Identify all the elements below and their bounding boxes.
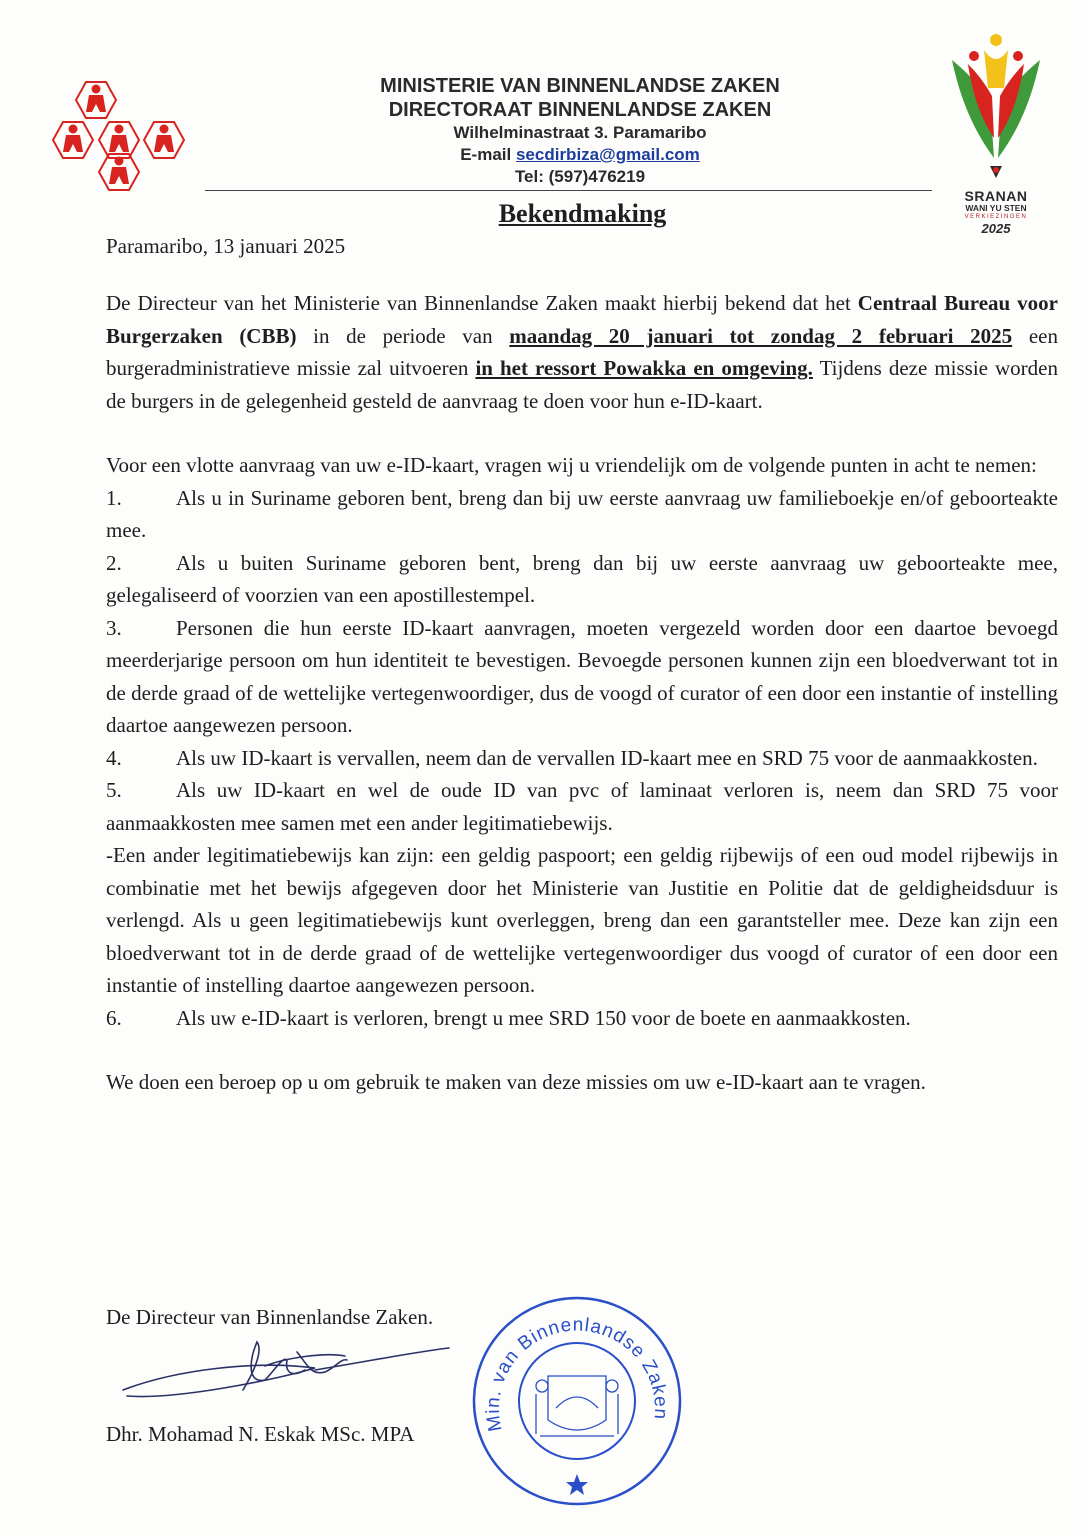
item-text: Als uw ID-kaart is vervallen, neem dan de vervallen ID-kaart mee en SRD 75 voor de aanmaakkosten. bbox=[176, 745, 1038, 770]
item-number: 6. bbox=[106, 1005, 122, 1030]
email-label: E-mail bbox=[460, 145, 516, 164]
list-item bbox=[106, 612, 1058, 742]
request-paragraph: Voor een vlotte aanvraag van uw e-ID-kaart, vragen wij u vriendelijk om de volgende punten in acht te nemen: bbox=[106, 453, 1037, 477]
list-item bbox=[106, 482, 1058, 547]
item-text: Als uw ID-kaart en wel de oude ID van pvc of laminaat verloren is, neem dan SRD 75 voor aanmaakkosten mee samen met een ander legitimatiebewijs. bbox=[106, 778, 1058, 835]
svg-text:Min. van Binnenlandse Zaken bbox=[483, 1314, 671, 1433]
list-item bbox=[106, 774, 1058, 839]
item-number: 1. bbox=[106, 485, 122, 510]
document-title: Bekendmaking bbox=[498, 199, 667, 228]
intro-text-4: Tijdens deze missie worden de burgers in de gelegenheid gesteld de aanvraag te doen voor hun e-ID-kaart. bbox=[106, 356, 1059, 413]
phone: Tel: (597)476219 bbox=[514, 167, 646, 186]
item-text: Als uw e-ID-kaart is verloren, brengt u mee SRD 150 voor de boete en aanmaakkosten. bbox=[176, 1005, 911, 1030]
intro-paragraph bbox=[106, 287, 1058, 417]
legitimation-note: -Een ander legitimatiebewijs kan zijn: een geldig paspoort; een geldig rijbewijs of een oud model rijbewijs in combinatie met het bewijs afgegeven door het Ministerie van Justitie en Politie dat de geldigheidsduur is verlengd. Als u geen legitimatiebewijs kunt overleggen, breng dan een garantsteller mee. Deze kan zijn een bloedverwant tot in de derde graad of de wettelijke vertegenwoordiger dus voogd of curator of een door een instantie of instelling daartoe aangewezen persoon. bbox=[106, 843, 1058, 997]
item-number: 4. bbox=[106, 745, 122, 770]
intro-location: in het ressort Powakka en omgeving. bbox=[475, 356, 813, 380]
closing-paragraph: We doen een beroep op u om gebruik te maken van deze missies om uw e-ID-kaart aan te vragen. bbox=[106, 1070, 926, 1094]
stamp-text: Min. van Binnenlandse Zaken bbox=[482, 1314, 672, 1434]
star-icon bbox=[566, 1474, 588, 1495]
item-number: 3. bbox=[106, 615, 122, 640]
document-body bbox=[106, 287, 1058, 1099]
item-text: Als u in Suriname geboren bent, breng dan bij uw eerste aanvraag uw familieboekje en/of geboorteakte mee. bbox=[106, 485, 1058, 542]
intro-bold-cbb: Centraal Bureau voor Burgerzaken (CBB) bbox=[106, 291, 1058, 348]
intro-period: maandag 20 januari tot zondag 2 februari 2025 bbox=[509, 323, 1013, 348]
item-number: 5. bbox=[106, 778, 122, 802]
signatory-name: Dhr. Mohamad N. Eskak MSc. MPA bbox=[106, 1422, 415, 1446]
item-number: 2. bbox=[106, 550, 122, 575]
election-emblem-icon bbox=[944, 28, 1048, 188]
intro-text-1: De Directeur van het Ministerie van Binnenlandse Zaken maakt hierbij bekend dat het bbox=[106, 291, 858, 315]
handwritten-signature bbox=[115, 1330, 455, 1410]
election-logo bbox=[944, 28, 1048, 236]
ministry-logo bbox=[36, 74, 208, 194]
email-line bbox=[330, 144, 830, 166]
ministry-name: MINISTERIE VAN BINNENLANDSE ZAKEN bbox=[380, 75, 780, 97]
official-stamp bbox=[466, 1290, 688, 1512]
document-date: Paramaribo, 13 januari 2025 bbox=[106, 234, 346, 258]
header-divider bbox=[205, 190, 932, 191]
election-logo-line4: 2025 bbox=[981, 221, 1011, 236]
list-item bbox=[106, 1002, 1058, 1035]
election-logo-line3: VERKIEZINGEN bbox=[964, 214, 1028, 220]
item-text: Als u buiten Suriname geboren bent, breng dan bij uw eerste aanvraag uw geboorteakte mee, gelegaliseerd of voorzien van een apostillestempel. bbox=[106, 550, 1058, 607]
intro-text-3: een burgeradministratieve missie zal uitvoeren bbox=[106, 323, 1058, 380]
election-logo-line2: WANI YU STEN bbox=[965, 203, 1027, 213]
directorate-name: DIRECTORAAT BINNENLANDSE ZAKEN bbox=[388, 99, 772, 121]
election-logo-line1: SRANAN bbox=[964, 188, 1028, 204]
signatory-role: De Directeur van Binnenlandse Zaken. bbox=[106, 1305, 434, 1329]
intro-text-2: in de periode van bbox=[296, 323, 510, 348]
email-link[interactable]: secdirbiza@gmail.com bbox=[515, 145, 700, 164]
address: Wilhelminastraat 3. Paramaribo bbox=[453, 123, 707, 142]
list-item bbox=[106, 547, 1058, 612]
letterhead-text bbox=[330, 74, 830, 188]
item-text: Personen die hun eerste ID-kaart aanvragen, moeten vergezeld worden door een daartoe bevoegd meerderjarige persoon om hun identiteit te bevestigen. Bevoegde personen kunnen zijn een bloedverwant tot in de derde graad of de wettelijke vertegenwoordiger, dus de voogd of curator of een door een instantie of instelling daartoe aangewezen persoon. bbox=[106, 615, 1058, 737]
list-item bbox=[106, 742, 1058, 775]
